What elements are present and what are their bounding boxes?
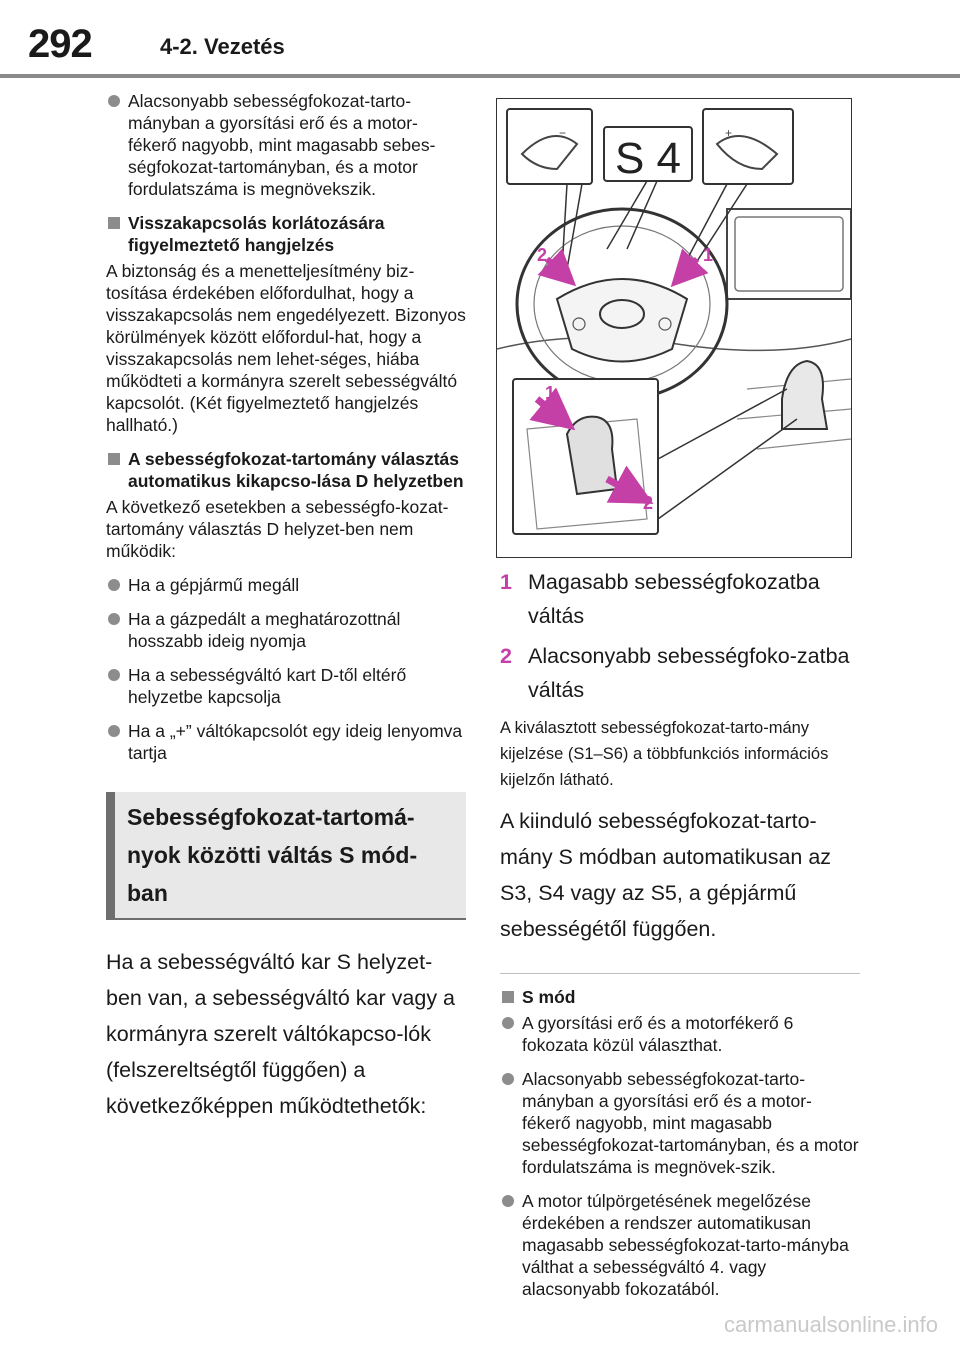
bullet-item: Ha a „+” váltókapcsolót egy ideig lenyomva tartja <box>106 720 466 764</box>
bullet-item: Ha a gépjármű megáll <box>106 574 466 596</box>
left-column <box>106 90 466 1136</box>
page-number: 292 <box>28 22 92 66</box>
right-column <box>500 565 860 1312</box>
bullet-item: Alacsonyabb sebességfokozat-tarto-mányban a gyorsítási erő és a motor-fékerő nagyobb, mint magasabb sebességfokozat-tartományban, és a motor fordulatszáma is megnövek-szik. <box>500 1068 860 1178</box>
item-number: 2 <box>500 644 512 668</box>
intro-paragraph: Ha a sebességváltó kar S helyzet-ben van, a sebességváltó kar vagy a kormányra szerelt váltókapcso-lók (felszereltségtől függően) a következőképpen működtethetők: <box>106 950 455 1118</box>
bullet-item: Ha a sebességváltó kart D-től eltérő helyzetbe kapcsolja <box>106 664 466 708</box>
svg-text:+: + <box>725 126 733 140</box>
bullet-item: Alacsonyabb sebességfokozat-tarto-mányban a gyorsítási erő és a motor-fékerő nagyobb, mint magasabb sebes-ségfokozat-tartományban, és a motor fordulatszáma is megnövekszik. <box>106 90 466 200</box>
paragraph: A következő esetekben a sebességfo-kozat-tartomány választás D helyzet-ben nem működik: <box>106 497 449 561</box>
subheading: S mód <box>500 986 860 1008</box>
section-box-title: Sebességfokozat-tartomá-nyok közötti váltás S mód-ban <box>106 792 466 920</box>
display-text: S 4 <box>614 134 682 183</box>
inset-callout-1: 1 <box>545 383 556 403</box>
item-text: Alacsonyabb sebességfoko-zatba váltás <box>528 644 850 702</box>
divider <box>500 973 860 974</box>
watermark: carmanualsonline.info <box>723 1312 938 1337</box>
item-number: 1 <box>500 570 512 594</box>
header-rule <box>0 74 960 78</box>
illustration-svg <box>497 99 851 557</box>
page-header <box>0 0 960 80</box>
note-paragraph: A kiválasztott sebességfokozat-tarto-mány kijelzése (S1–S6) a többfunkciós információs kijelzőn látható. <box>500 719 829 789</box>
numbered-item <box>500 565 860 633</box>
subheading: Visszakapcsolás korlátozására figyelmeztető hangjelzés <box>106 212 466 256</box>
subheading: A sebességfokozat-tartomány választás automatikus kikapcso-lása D helyzetben <box>106 448 466 492</box>
callout-1: 1 <box>703 245 714 265</box>
bullet-item: Ha a gázpedált a meghatározottnál hosszabb ideig nyomja <box>106 608 466 652</box>
section-title: 4-2. Vezetés <box>160 34 285 59</box>
inset-callout-2: 2 <box>643 493 654 513</box>
main-paragraph: A kiinduló sebességfokozat-tarto-mány S módban automatikusan az S3, S4 vagy az S5, a gépjármű sebességétől függően. <box>500 809 832 941</box>
bullet-item: A gyorsítási erő és a motorfékerő 6 fokozata közül választhat. <box>500 1012 860 1056</box>
gear-shift-illustration <box>496 98 852 558</box>
paragraph: A biztonság és a menetteljesítmény biz-tosítása érdekében előfordulhat, hogy a visszakapcsolás nem engedélyezett. Bizonyos körülmények között előfordul-hat, hogy a visszakapcsolás nem lehet-séges, hiába működteti a kormányra szerelt sebességváltó kapcsolót. (Két figyelmeztető hangjelzés hallható.) <box>106 261 466 435</box>
callout-2: 2 <box>537 245 548 265</box>
bullet-item: A motor túlpörgetésének megelőzése érdekében a rendszer automatikusan magasabb sebességfokozat-tarto-mányba válthat a sebességváltó 4. vagy alacsonyabb fokozatából. <box>500 1190 860 1300</box>
item-text: Magasabb sebességfokozatba váltás <box>528 570 820 628</box>
numbered-item <box>500 639 860 707</box>
svg-text:−: − <box>559 126 567 140</box>
